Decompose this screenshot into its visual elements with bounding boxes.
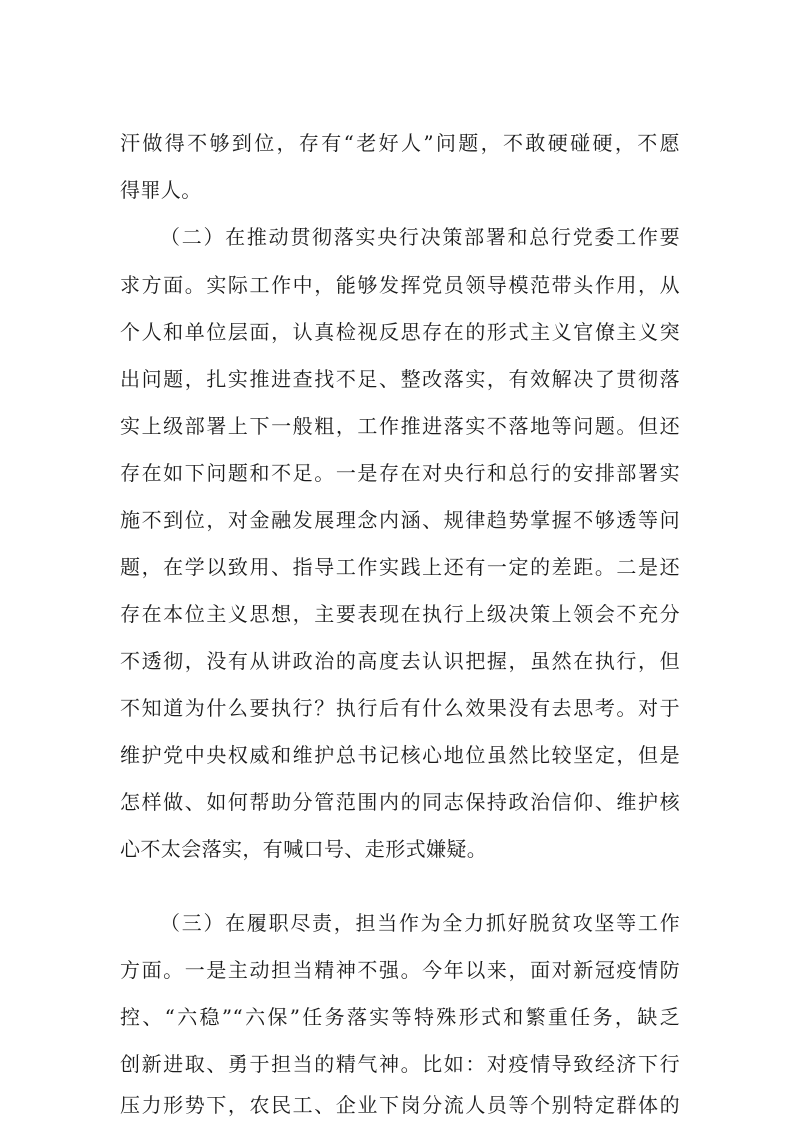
- text-line: 个人和单位层面，认真检视反思存在的形式主义官僚主义突: [120, 320, 680, 344]
- text-line: 控、“六稳”“六保”任务落实等特殊形式和繁重任务，缺乏: [120, 1005, 680, 1029]
- paragraph-heading-line: （二）在推动贯彻落实央行决策部署和总行党委工作要: [160, 225, 680, 249]
- text-line: 实上级部署上下一般粗，工作推进落实不落地等问题。但还: [120, 414, 680, 438]
- text-line: 存在本位主义思想，主要表现在执行上级决策上领会不充分: [120, 602, 680, 626]
- text-line: 施不到位，对金融发展理念内涵、规律趋势掌握不够透等问: [120, 508, 680, 532]
- paragraph-heading-line: （三）在履职尽责，担当作为全力抓好脱贫攻坚等工作: [160, 911, 680, 935]
- text-line: 方面。一是主动担当精神不强。今年以来，面对新冠疫情防: [120, 958, 680, 982]
- text-line: 题，在学以致用、指导工作实践上还有一定的差距。二是还: [120, 555, 680, 579]
- text-line: 出问题，扎实推进查找不足、整改落实，有效解决了贯彻落: [120, 367, 680, 391]
- text-line: 求方面。实际工作中，能够发挥党员领导模范带头作用，从: [120, 273, 680, 297]
- text-line: 汗做得不够到位，存有“老好人”问题，不敢硬碰硬，不愿: [120, 131, 680, 155]
- text-line: 压力形势下，农民工、企业下岗分流人员等个别特定群体的: [120, 1093, 680, 1117]
- text-line: 心不太会落实，有喊口号、走形式嫌疑。: [120, 837, 488, 861]
- text-line: 不知道为什么要执行？执行后有什么效果没有去思考。对于: [120, 696, 680, 720]
- text-line: 怎样做、如何帮助分管范围内的同志保持政治信仰、维护核: [120, 790, 680, 814]
- text-line: 不透彻，没有从讲政治的高度去认识把握，虽然在执行，但: [120, 649, 680, 673]
- text-line: 存在如下问题和不足。一是存在对央行和总行的安排部署实: [120, 461, 680, 485]
- text-line: 得罪人。: [120, 178, 202, 202]
- text-line: 维护党中央权威和维护总书记核心地位虽然比较坚定，但是: [120, 743, 680, 767]
- text-line: 创新进取、勇于担当的精气神。比如：对疫情导致经济下行: [120, 1052, 680, 1076]
